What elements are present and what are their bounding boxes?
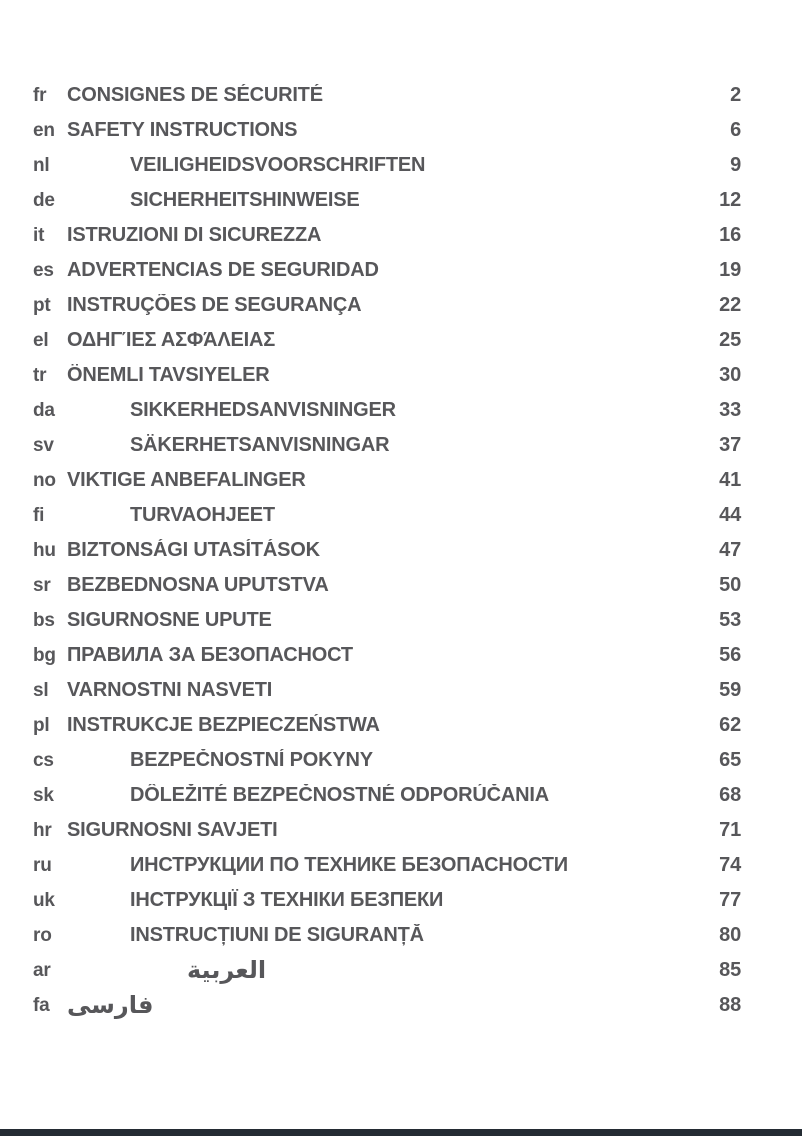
language-code: en bbox=[33, 119, 55, 141]
language-code: ar bbox=[33, 959, 51, 981]
section-title: VEILIGHEIDSVOORSCHRIFTEN bbox=[130, 154, 426, 176]
toc-row bbox=[33, 848, 741, 883]
page-number: 68 bbox=[719, 784, 741, 806]
language-code: sr bbox=[33, 574, 51, 596]
page-number: 50 bbox=[719, 574, 741, 596]
toc-list bbox=[33, 78, 741, 1023]
section-title: ADVERTENCIAS DE SEGURIDAD bbox=[67, 259, 379, 281]
section-title: SIGURNOSNI SAVJETI bbox=[67, 819, 278, 841]
section-title: BEZBEDNOSNA UPUTSTVA bbox=[67, 574, 329, 596]
toc-row bbox=[33, 533, 741, 568]
page-number: 22 bbox=[719, 294, 741, 316]
footer-bar bbox=[0, 1129, 802, 1136]
language-code: ro bbox=[33, 924, 52, 946]
toc-row bbox=[33, 673, 741, 708]
page-number: 88 bbox=[719, 994, 741, 1016]
toc-row bbox=[33, 288, 741, 323]
language-code: ru bbox=[33, 854, 52, 876]
language-code: bg bbox=[33, 644, 56, 666]
section-title: العربية bbox=[187, 957, 267, 984]
page-number: 30 bbox=[719, 364, 741, 386]
language-code: fa bbox=[33, 994, 50, 1016]
toc-row bbox=[33, 568, 741, 603]
section-title: ПРАВИЛА ЗА БЕЗОПАСНОСТ bbox=[67, 644, 353, 666]
page-number: 74 bbox=[719, 854, 741, 876]
language-code: hu bbox=[33, 539, 56, 561]
toc-row bbox=[33, 183, 741, 218]
toc-row bbox=[33, 918, 741, 953]
page-number: 41 bbox=[719, 469, 741, 491]
language-code: sv bbox=[33, 434, 54, 456]
toc-row bbox=[33, 708, 741, 743]
page-number: 16 bbox=[719, 224, 741, 246]
toc-row bbox=[33, 253, 741, 288]
section-title: INSTRUÇÕES DE SEGURANÇA bbox=[67, 294, 362, 316]
toc-row bbox=[33, 78, 741, 113]
section-title: SIKKERHEDSANVISNINGER bbox=[130, 399, 396, 421]
language-code: bs bbox=[33, 609, 55, 631]
toc-row bbox=[33, 498, 741, 533]
toc-row bbox=[33, 953, 741, 988]
language-code: no bbox=[33, 469, 56, 491]
toc-row bbox=[33, 743, 741, 778]
page-number: 25 bbox=[719, 329, 741, 351]
page-number: 56 bbox=[719, 644, 741, 666]
page-number: 12 bbox=[719, 189, 741, 211]
toc-row bbox=[33, 393, 741, 428]
language-code: hr bbox=[33, 819, 52, 841]
page-number: 59 bbox=[719, 679, 741, 701]
section-title: INSTRUKCJE BEZPIECZEŃSTWA bbox=[67, 714, 380, 736]
page-number: 44 bbox=[719, 504, 741, 526]
toc-row bbox=[33, 358, 741, 393]
section-title: ΟΔΗΓΊΕΣ ΑΣΦΆΛΕΙΑΣ bbox=[67, 329, 276, 351]
language-code: pl bbox=[33, 714, 50, 736]
page-number: 85 bbox=[719, 959, 741, 981]
section-title: SIGURNOSNE UPUTE bbox=[67, 609, 272, 631]
page-number: 80 bbox=[719, 924, 741, 946]
language-code: fi bbox=[33, 504, 45, 526]
page-number: 2 bbox=[730, 84, 741, 106]
language-code: nl bbox=[33, 154, 50, 176]
section-title: ISTRUZIONI DI SICUREZZA bbox=[67, 224, 322, 246]
section-title: ИНСТРУКЦИИ ПО ТЕХНИКЕ БЕЗОПАСНОСТИ bbox=[130, 854, 568, 876]
page-number: 19 bbox=[719, 259, 741, 281]
page-number: 65 bbox=[719, 749, 741, 771]
section-title: DÔLEŽITÉ BEZPEČNOSTNÉ ODPORÚČANIA bbox=[130, 784, 549, 806]
language-code: pt bbox=[33, 294, 51, 316]
page-number: 47 bbox=[719, 539, 741, 561]
toc-row bbox=[33, 218, 741, 253]
section-title: SAFETY INSTRUCTIONS bbox=[67, 119, 298, 141]
language-code: es bbox=[33, 259, 54, 281]
toc-row bbox=[33, 323, 741, 358]
page-number: 53 bbox=[719, 609, 741, 631]
section-title: VIKTIGE ANBEFALINGER bbox=[67, 469, 306, 491]
toc-row bbox=[33, 148, 741, 183]
page-number: 62 bbox=[719, 714, 741, 736]
language-code: sl bbox=[33, 679, 49, 701]
section-title: VARNOSTNI NASVETI bbox=[67, 679, 273, 701]
language-code: da bbox=[33, 399, 55, 421]
section-title: SICHERHEITSHINWEISE bbox=[130, 189, 360, 211]
toc-row bbox=[33, 883, 741, 918]
language-code: it bbox=[33, 224, 45, 246]
language-code: de bbox=[33, 189, 55, 211]
section-title: TURVAOHJEET bbox=[130, 504, 275, 526]
page-number: 37 bbox=[719, 434, 741, 456]
section-title: ІНСТРУКЦІЇ З ТЕХНІКИ БЕЗПЕКИ bbox=[130, 889, 444, 911]
page-number: 33 bbox=[719, 399, 741, 421]
language-code: sk bbox=[33, 784, 54, 806]
toc-row bbox=[33, 428, 741, 463]
section-title: INSTRUCȚIUNI DE SIGURANȚĂ bbox=[130, 924, 424, 946]
language-code: fr bbox=[33, 84, 47, 106]
language-code: tr bbox=[33, 364, 47, 386]
language-code: uk bbox=[33, 889, 55, 911]
section-title: فارسی bbox=[67, 992, 154, 1019]
page-number: 77 bbox=[719, 889, 741, 911]
toc-row bbox=[33, 603, 741, 638]
toc-row bbox=[33, 463, 741, 498]
toc-row bbox=[33, 778, 741, 813]
page-number: 6 bbox=[730, 119, 741, 141]
toc-row bbox=[33, 988, 741, 1023]
section-title: SÄKERHETSANVISNINGAR bbox=[130, 434, 390, 456]
toc-row bbox=[33, 638, 741, 673]
page-number: 71 bbox=[719, 819, 741, 841]
language-code: el bbox=[33, 329, 49, 351]
section-title: ÖNEMLI TAVSIYELER bbox=[67, 364, 270, 386]
language-code: cs bbox=[33, 749, 54, 771]
toc-row bbox=[33, 113, 741, 148]
section-title: BEZPEČNOSTNÍ POKYNY bbox=[130, 749, 373, 771]
section-title: CONSIGNES DE SÉCURITÉ bbox=[67, 84, 323, 106]
page-number: 9 bbox=[730, 154, 741, 176]
toc-row bbox=[33, 813, 741, 848]
section-title: BIZTONSÁGI UTASÍTÁSOK bbox=[67, 539, 320, 561]
